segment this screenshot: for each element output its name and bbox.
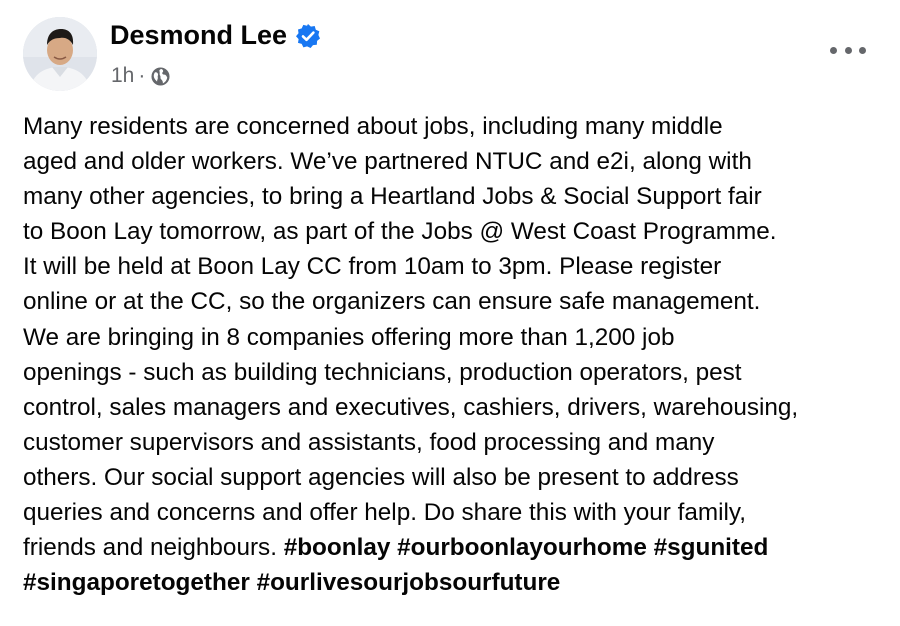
post-text-line: aged and older workers. We’ve partnered NTUC and e2i, along with	[23, 148, 752, 176]
author-avatar[interactable]	[23, 17, 97, 91]
more-dot	[859, 47, 866, 54]
author-name-link[interactable]: Desmond Lee	[110, 20, 288, 50]
post-text-line: others. Our social support agencies will also be present to address	[23, 463, 739, 491]
post-text-line: queries and concerns and offer help. Do share this with your family,	[23, 499, 746, 527]
post-text-line: It will be held at Boon Lay CC from 10am to 3pm. Please register	[23, 253, 722, 281]
post-text-line: openings - such as building technicians, production operators, pest	[23, 358, 742, 386]
post-timestamp[interactable]: 1h	[111, 64, 135, 87]
more-options-icon[interactable]	[830, 38, 866, 62]
hashtag-link[interactable]: #ourlivesourjobsourfuture	[256, 569, 561, 597]
hashtag-link[interactable]: #sgunited	[653, 534, 769, 562]
verified-badge-icon	[295, 23, 321, 49]
avatar-image	[23, 17, 97, 91]
post-text-line: control, sales managers and executives, cashiers, drivers, warehousing,	[23, 393, 799, 421]
more-dot	[845, 47, 852, 54]
hashtag-link[interactable]: #ourboonlayourhome	[397, 534, 647, 562]
meta-separator: ·	[138, 64, 146, 87]
more-dot	[830, 47, 837, 54]
post-text-line-with-hashtags	[23, 565, 883, 600]
post-body	[23, 109, 883, 600]
post-text-line: online or at the CC, so the organizers can ensure safe management.	[23, 288, 761, 316]
post-text-line: We are bringing in 8 companies offering more than 1,200 job	[23, 323, 675, 351]
post-meta	[111, 64, 171, 88]
hashtag-link[interactable]: #boonlay	[283, 534, 391, 562]
post-text-line-with-hashtags	[23, 530, 883, 565]
hashtag-link[interactable]: #singaporetogether	[23, 569, 250, 597]
post-text-line: to Boon Lay tomorrow, as part of the Jobs @ West Coast Programme.	[23, 218, 777, 246]
author-header	[110, 20, 321, 51]
post-text-fragment: friends and neighbours.	[23, 534, 284, 562]
globe-icon[interactable]	[150, 66, 171, 87]
post-text-line: customer supervisors and assistants, food processing and many	[23, 428, 715, 456]
post-text-line: Many residents are concerned about jobs, including many middle	[23, 113, 723, 140]
post-text-line: many other agencies, to bring a Heartland Jobs & Social Support fair	[23, 183, 762, 211]
